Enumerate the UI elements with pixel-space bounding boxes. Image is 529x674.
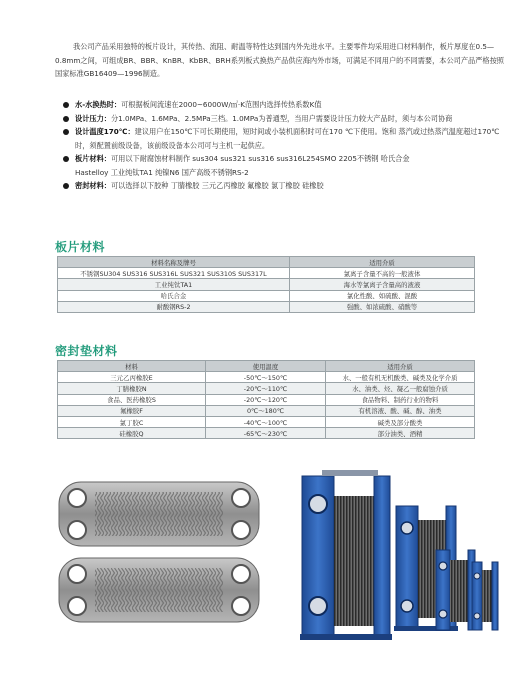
table-cell: 三元乙丙橡胶E [58,372,206,383]
plate-heat-exchanger-units-image [292,466,502,648]
plate-material-table [57,256,475,313]
heat-exchanger-plates-image [55,478,265,628]
feature-key: 板片材料： [75,154,111,163]
column-header: 材料名称及牌号 [58,257,290,268]
plate-bottom [59,558,259,622]
table-cell: 氯化性酸、如硫酸、混酸 [290,290,475,301]
column-header: 适用介质 [326,361,475,372]
feature-key: 设计温度170℃： [75,127,135,136]
table-row [58,394,475,405]
table-cell: 部分油类、酒精 [326,428,475,439]
bullet-icon [63,116,69,122]
table-cell: 有机溶液、酸、碱、醇、油类 [326,405,475,416]
table-row [58,428,475,439]
table-row [58,405,475,416]
table-row [58,372,475,383]
plate-top [59,482,259,546]
table-cell: 氟橡胶F [58,405,206,416]
seal-material-title: 密封垫材料 [55,344,118,358]
table-cell: -20℃～110℃ [206,383,326,394]
table-cell: -20℃～120℃ [206,394,326,405]
table-cell: 不锈钢SU304 SUS316 SUS316L SUS321 SUS310S SUS317L [58,268,290,279]
column-header: 材料 [58,361,206,372]
table-cell: 食品、医药橡胶S [58,394,206,405]
small-exchanger-unit [436,550,475,630]
plate-material-title: 板片材料 [55,240,106,254]
table-row [58,279,475,290]
feature-item [62,125,507,152]
table-cell: 水、一般有机无机酸类、碱类及化学介质 [326,372,475,383]
feature-list [62,98,507,193]
table-row [58,301,475,312]
small-exchanger-unit [472,562,498,630]
feature-text: 可用以下耐腐蚀材料制作 sus304 sus321 sus316 sus316L254SMO 2205不锈钢 哈氏合金 [110,154,410,163]
feature-item [62,112,507,126]
table-cell: 氯丁胶C [58,416,206,427]
table-header-row [58,361,475,372]
table-cell: 哈氏合金 [58,290,290,301]
table-cell: 丁腈橡胶N [58,383,206,394]
table-row [58,383,475,394]
column-header: 使用温度 [206,361,326,372]
table-cell: -50℃～150℃ [206,372,326,383]
feature-text: 分1.0MPa、1.6MPa、2.5MPa三档。1.0MPa为普通型，当用户需要设计压力较大产品时，须与本公司协商 [110,113,453,123]
intro-text: 我公司产品采用独特的板片设计，其传热、流阻、耐温等特性达到国内外先进水平。主要零件均采用进口材料制作，板片厚度在0.5—0.8mm之间，可组成BR、BBR、KnBR、KbBR、BRH系列板式换热产品供应海内外市场，可满足不同用户的不同需要，本公司产品严格按照国家标准GB16409—1996制造。 [55,42,504,78]
feature-item [62,179,507,193]
table-cell: 氯离子含量不高的一般液体 [290,268,475,279]
feature-text-continued: Hastelloy 工业纯钛TA1 纯镍N6 国产高级不锈钢RS-2 [75,167,249,177]
intro-paragraph [55,40,507,81]
table-cell: 食品物料、制药行业的物料 [326,394,475,405]
table-row [58,416,475,427]
feature-item [62,152,507,179]
table-cell: 耐酸钢RS-2 [58,301,290,312]
table-cell: 硅橡胶Q [58,428,206,439]
table-row [58,268,475,279]
feature-text: 建议用户在150℃下可长期使用，短时间或小装机面积时可在170 ℃下使用。饱和 蒸汽或过热蒸汽温度超过170℃时，须配置前级设备，该前级设备本公司可与主机一起供应。 [75,127,500,150]
table-cell: 碱类及部分酸类 [326,416,475,427]
feature-text: 可根据板间流速在2000~6000W/㎡·K范围内选择传热系数K值 [121,100,322,109]
large-exchanger-unit [300,470,392,640]
bullet-icon [63,102,69,108]
table-row [58,290,475,301]
column-header: 适用介质 [290,257,475,268]
seal-material-table [57,360,475,439]
feature-item [62,98,507,112]
bullet-icon [63,156,69,162]
feature-key: 水-水换热时： [75,100,122,109]
table-cell: -65℃～230℃ [206,428,326,439]
table-header-row [58,257,475,268]
feature-key: 密封材料： [75,181,111,190]
table-cell: 0℃～180℃ [206,405,326,416]
table-cell: 强酸、如浓硫酸、硝酸等 [290,301,475,312]
bullet-icon [63,183,69,189]
table-cell: 水、油类、烃、凝乙一般腐蚀介质 [326,383,475,394]
table-cell: 工业纯钛TA1 [58,279,290,290]
table-cell: -40℃～100℃ [206,416,326,427]
table-cell: 海水等氯离子含量高的液液 [290,279,475,290]
feature-text: 可以选择以下胶种 丁腈橡胶 三元乙丙橡胶 氟橡胶 氯丁橡胶 硅橡胶 [110,181,324,190]
feature-key: 设计压力： [75,113,111,123]
bullet-icon [63,129,69,135]
